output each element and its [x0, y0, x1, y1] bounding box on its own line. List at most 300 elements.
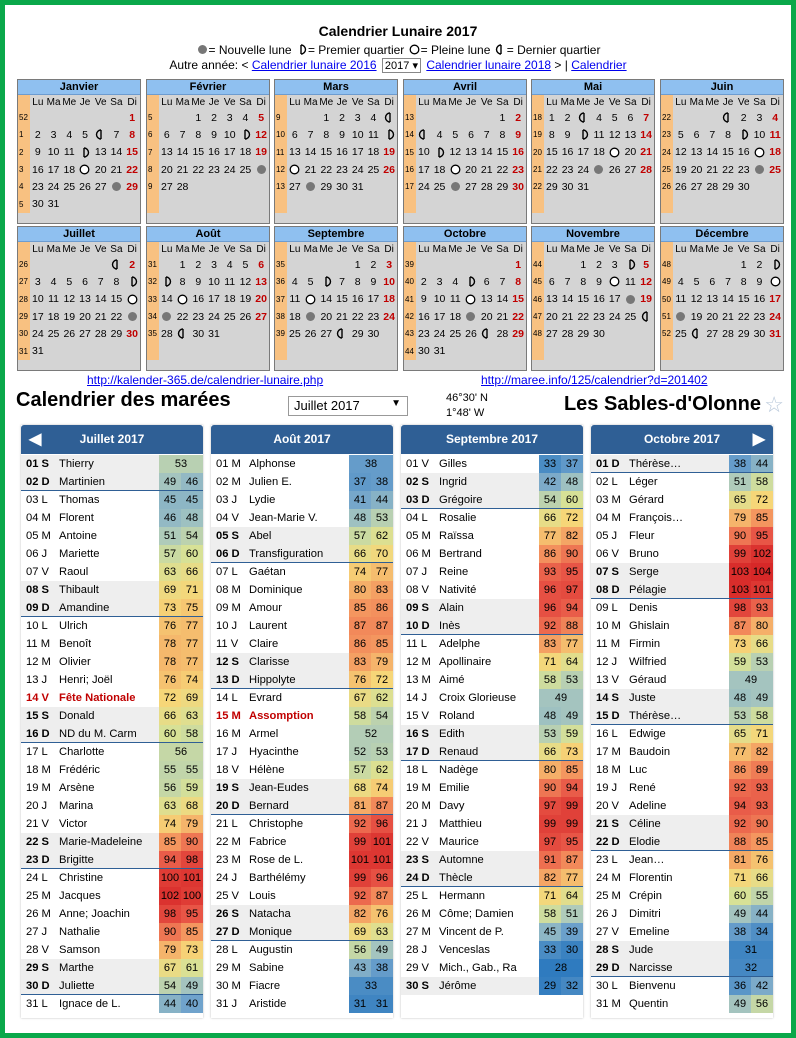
- tide-coef: 85: [751, 833, 773, 850]
- day-cell: [253, 342, 269, 359]
- tide-day-label: [591, 869, 729, 887]
- tide-day-label: [401, 491, 539, 508]
- tide-day-label: [211, 923, 349, 940]
- weekday-label: Sa: [624, 96, 637, 108]
- week-number: 43: [404, 325, 416, 342]
- day-cell: [46, 342, 62, 359]
- tide-coef: 53: [729, 707, 751, 724]
- day-cell: 20: [79, 310, 91, 323]
- tide-row: [401, 527, 583, 545]
- day-cell: [287, 195, 303, 212]
- tide-day-label: [21, 743, 159, 761]
- tide-day-label: [21, 941, 159, 959]
- day-cell: [623, 342, 639, 359]
- tide-row: [591, 797, 773, 815]
- day-cell: 9: [596, 275, 602, 288]
- coordinates: [446, 391, 488, 421]
- week-number: 2: [18, 144, 30, 161]
- saint-name: Jude: [629, 944, 654, 956]
- tide-row: [591, 779, 773, 797]
- weekday-label: Di: [641, 96, 651, 108]
- tide-row: [401, 869, 583, 887]
- tide-date: 29 M: [216, 962, 241, 974]
- day-cell: 19: [63, 310, 76, 323]
- day-cell: 9: [564, 128, 571, 141]
- tide-coef: 30: [561, 941, 583, 959]
- saint-name: Matthieu: [439, 818, 482, 830]
- tide-day-label: [591, 617, 729, 635]
- year-select[interactable]: [382, 58, 421, 73]
- tide-date: 11 M: [596, 638, 621, 650]
- saint-name: Grégoire: [439, 493, 483, 506]
- tide-coef: 76: [751, 851, 773, 869]
- tide-row: [21, 851, 203, 869]
- day-cell: 2: [564, 111, 571, 124]
- tide-day-label: [591, 779, 729, 797]
- weekday-label: Sa: [624, 243, 637, 255]
- day-cell: 17: [47, 163, 60, 176]
- month-name: Septembre: [275, 227, 397, 242]
- tide-coef: 39: [561, 923, 583, 941]
- tide-date: 24 L: [26, 872, 48, 884]
- day-cell: 2: [756, 258, 763, 271]
- day-cell: 15: [496, 146, 509, 159]
- tide-day-label: [401, 797, 539, 815]
- tide-row: [211, 527, 393, 545]
- tide-rows: [591, 454, 773, 1013]
- day-cell: 15: [336, 293, 348, 306]
- tide-coef: 90: [159, 923, 181, 941]
- tide-row: [401, 581, 583, 599]
- saint-name: Elodie: [629, 835, 661, 848]
- tide-coef: 32: [729, 959, 773, 976]
- tide-date: 04 M: [26, 512, 51, 524]
- tide-date: 10 M: [596, 620, 621, 632]
- day-cell: 13: [706, 293, 719, 306]
- tide-coef: 99: [539, 815, 561, 833]
- tide-coef: 93: [539, 563, 561, 581]
- day-cell: 7: [725, 275, 731, 288]
- tide-coef: 66: [751, 869, 773, 887]
- tide-day-label: [21, 905, 159, 923]
- day-cell: [159, 256, 175, 273]
- day-cell: [238, 325, 254, 342]
- prev-month-icon[interactable]: ◀: [29, 431, 42, 448]
- day-cell: 16: [192, 293, 205, 306]
- tide-row: [211, 887, 393, 905]
- week-number: 21: [532, 161, 544, 178]
- month-2: [146, 79, 270, 224]
- saint-name: Alain: [439, 602, 464, 614]
- day-cell: 25: [769, 163, 781, 176]
- day-cell: [689, 195, 705, 212]
- week-number: 31: [147, 256, 159, 273]
- tide-date: 14 J: [406, 692, 428, 704]
- day-cell: 18: [63, 163, 76, 176]
- day-cell: 10: [418, 146, 430, 159]
- first-quarter-icon: [432, 144, 448, 161]
- week-number: 52: [18, 109, 30, 126]
- day-cell: 10: [351, 128, 364, 141]
- tide-date: 26 M: [26, 908, 51, 920]
- day-cell: [222, 178, 238, 195]
- week-number: 49: [661, 273, 673, 290]
- day-cell: [416, 256, 432, 273]
- saint-name: Juliette: [59, 979, 95, 992]
- new-moon-icon: [303, 178, 319, 195]
- tide-coef: 79: [371, 653, 393, 671]
- day-cell: 2: [129, 258, 136, 271]
- month-select[interactable]: [288, 396, 408, 416]
- day-cell: 27: [94, 180, 107, 193]
- tide-date: 07 S: [596, 566, 620, 578]
- tide-row: [401, 905, 583, 923]
- day-cell: 23: [367, 310, 380, 323]
- day-cell: [159, 109, 175, 126]
- day-cell: 12: [675, 146, 687, 159]
- tide-day-label: [401, 977, 539, 995]
- day-cell: [767, 178, 783, 195]
- month-days: [147, 95, 269, 213]
- day-cell: 23: [512, 163, 524, 176]
- day-cell: 26: [79, 180, 91, 193]
- week-number: 23: [661, 126, 673, 143]
- tide-row: [211, 995, 393, 1013]
- tide-day-label: [21, 653, 159, 671]
- full-moon-icon: [767, 273, 783, 290]
- tide-coef: 57: [159, 545, 181, 563]
- saint-name: Roland: [439, 710, 475, 722]
- tide-date: 30 D: [26, 979, 50, 992]
- weekday-label: Me: [319, 243, 334, 255]
- day-cell: 17: [351, 146, 364, 159]
- tide-day-label: [211, 509, 349, 527]
- calendar-link[interactable]: Calendrier: [571, 58, 627, 72]
- day-cell: 27: [161, 180, 173, 193]
- day-cell: 18: [383, 293, 395, 306]
- day-cell: 14: [320, 293, 333, 306]
- tide-month-name: Octobre 2017: [643, 432, 721, 446]
- tide-row: [211, 959, 393, 977]
- tide-coef: 93: [751, 599, 773, 617]
- month-days: [18, 95, 140, 213]
- weekday-label: Ve: [351, 96, 364, 108]
- tide-row: [21, 797, 203, 815]
- tide-day-label: [211, 977, 349, 995]
- tide-day-label: [591, 689, 729, 707]
- day-cell: [673, 256, 689, 273]
- tide-row: [211, 491, 393, 509]
- full-moon-icon: [175, 291, 191, 308]
- tide-coef: 95: [181, 905, 203, 923]
- tide-day-label: [591, 923, 729, 941]
- day-cell: [381, 325, 397, 342]
- day-cell: 6: [548, 275, 555, 288]
- week-number: 3: [18, 161, 30, 178]
- day-cell: 10: [433, 293, 446, 306]
- tide-date: 21 V: [26, 818, 50, 830]
- year-nav: [5, 58, 791, 73]
- day-cell: [447, 342, 463, 359]
- tide-day-label: [211, 545, 349, 562]
- tide-date: 03 L: [26, 494, 48, 506]
- day-cell: 29: [577, 327, 590, 340]
- last-quarter-icon: [575, 109, 591, 126]
- day-cell: [689, 342, 705, 359]
- prev-year-link[interactable]: Calendrier lunaire 2016: [251, 58, 377, 72]
- day-cell: [638, 342, 654, 359]
- tide-row: [211, 563, 393, 581]
- week-number: 51: [661, 308, 673, 325]
- tide-day-label: [21, 725, 159, 742]
- tide-coef: 71: [181, 581, 203, 599]
- saint-name: Côme; Damien: [439, 908, 514, 920]
- tide-day-label: [591, 653, 729, 671]
- tide-coef: 33: [349, 977, 393, 995]
- weekday-label: Ma: [46, 96, 61, 108]
- tide-row: [401, 797, 583, 815]
- day-cell: 16: [753, 293, 766, 306]
- day-cell: [334, 195, 350, 212]
- tide-date: 06 D: [216, 547, 240, 560]
- tide-row: [401, 455, 583, 473]
- day-cell: 25: [223, 310, 236, 323]
- next-year-link[interactable]: Calendrier lunaire 2018: [426, 58, 552, 72]
- tide-coef: 40: [181, 995, 203, 1013]
- day-cell: [350, 195, 366, 212]
- saint-name: Davy: [439, 800, 465, 812]
- week-number: 22: [661, 109, 673, 126]
- week-number: 7: [147, 144, 159, 161]
- tide-row: [591, 815, 773, 833]
- tide-date: 14 V: [26, 692, 50, 704]
- saint-name: Gaétan: [249, 566, 286, 578]
- day-cell: [190, 195, 206, 212]
- month-select-value: Juillet 2017: [294, 398, 360, 413]
- week-number: 48: [532, 325, 544, 342]
- tide-coef: 95: [561, 833, 583, 851]
- first-quarter-icon: [381, 126, 397, 143]
- tide-day-label: [21, 635, 159, 653]
- saint-name: Arsène: [59, 782, 95, 794]
- kalender-link[interactable]: http://kalender-365.de/calendrier-lunaire.php: [87, 373, 324, 387]
- day-cell: 1: [499, 111, 506, 124]
- new-moon-icon: [591, 161, 607, 178]
- day-cell: 21: [94, 310, 107, 323]
- tide-coef: 70: [371, 545, 393, 562]
- saint-name: Renaud: [439, 745, 479, 758]
- tide-coef: 100: [181, 887, 203, 905]
- tide-coef: 87: [371, 887, 393, 905]
- day-cell: [159, 342, 175, 359]
- tide-day-label: [21, 761, 159, 779]
- tide-date: 08 S: [26, 584, 50, 596]
- tide-coef: 63: [159, 563, 181, 581]
- tide-coef: 58: [181, 725, 203, 742]
- weekday-label: Me: [705, 243, 720, 255]
- tide-row: [401, 491, 583, 509]
- day-cell: 3: [611, 258, 618, 271]
- tide-date: 06 V: [596, 548, 620, 560]
- tide-coef: 64: [561, 653, 583, 671]
- day-cell: [109, 342, 125, 359]
- week-number: 10: [275, 126, 287, 143]
- tide-date: 02 S: [406, 476, 430, 488]
- saint-name: Anne; Joachin: [59, 908, 130, 920]
- week-number: 11: [275, 144, 287, 161]
- full-moon-icon: [607, 273, 623, 290]
- day-cell: [175, 109, 191, 126]
- tide-date: 03 J: [216, 494, 238, 506]
- tide-date: 02 L: [596, 476, 618, 488]
- saint-name: Nativité: [439, 584, 477, 596]
- month-days: [404, 95, 526, 213]
- day-cell: 6: [291, 128, 298, 141]
- day-cell: 17: [433, 310, 446, 323]
- tide-row: [21, 761, 203, 779]
- tide-coef: 60: [181, 545, 203, 563]
- week-number: 26: [661, 178, 673, 195]
- day-cell: 8: [725, 128, 731, 141]
- tide-row: [21, 977, 203, 995]
- saint-name: Thècle: [439, 871, 473, 884]
- day-cell: 22: [546, 163, 558, 176]
- tide-day-label: [591, 815, 729, 833]
- day-cell: 25: [433, 180, 446, 193]
- day-cell: 19: [690, 310, 703, 323]
- day-cell: 26: [465, 327, 477, 340]
- saint-name: Géraud: [629, 674, 667, 686]
- tide-row: [401, 815, 583, 833]
- tide-coef: 93: [751, 797, 773, 815]
- tide-coef: 31: [349, 995, 371, 1013]
- week-number: 50: [661, 291, 673, 308]
- tide-day-label: [591, 887, 729, 905]
- weekday-label: Sa: [239, 96, 252, 108]
- tide-coef: 33: [539, 455, 561, 473]
- tide-coef: 74: [159, 815, 181, 833]
- tide-month-1: [21, 425, 203, 1018]
- day-cell: 29: [512, 327, 524, 340]
- tide-date: 31 L: [26, 998, 48, 1010]
- new-moon-icon: [623, 291, 639, 308]
- tide-coef: 85: [751, 509, 773, 527]
- maree-link[interactable]: http://maree.info/125/calendrier?d=201402: [481, 373, 708, 387]
- tide-coef: 38: [729, 455, 751, 472]
- day-cell: 17: [367, 293, 380, 306]
- tide-day-label: [591, 545, 729, 563]
- tide-row: [401, 761, 583, 779]
- day-cell: [303, 195, 319, 212]
- tide-coef: 69: [159, 581, 181, 599]
- day-cell: 27: [289, 180, 301, 193]
- weekday-label: Di: [384, 96, 394, 108]
- tide-date: 10 D: [406, 619, 430, 632]
- saint-name: Aristide: [249, 998, 287, 1010]
- day-cell: 31: [351, 180, 364, 193]
- weekday-label: Je: [593, 96, 605, 108]
- tide-row: [21, 473, 203, 491]
- tide-coef: 42: [539, 473, 561, 491]
- saint-name: Antoine: [59, 530, 97, 542]
- tide-row: [211, 797, 393, 815]
- saint-name: Augustin: [249, 944, 293, 956]
- day-cell: [479, 256, 495, 273]
- new-moon-icon: [463, 308, 479, 325]
- tide-day-label: [211, 473, 349, 491]
- tide-date: 07 J: [406, 566, 428, 578]
- tide-coef: 71: [539, 887, 561, 905]
- weekday-label: Je: [79, 96, 91, 108]
- weekday-label: Di: [513, 96, 523, 108]
- tide-coef: 87: [729, 617, 751, 635]
- tide-date: 05 J: [596, 530, 618, 542]
- tide-row: [21, 545, 203, 563]
- tide-date: 20 V: [596, 800, 620, 812]
- tide-row: [401, 707, 583, 725]
- tide-day-label: [401, 887, 539, 905]
- saint-name: Mich., Gab., Ra: [439, 962, 517, 974]
- saint-name: Fête Nationale: [59, 692, 136, 704]
- tide-month-header: [21, 425, 203, 454]
- star-icon[interactable]: ☆: [764, 392, 784, 417]
- weekday-label: Je: [208, 96, 220, 108]
- day-cell: [689, 256, 705, 273]
- tide-coef: 75: [181, 599, 203, 616]
- tide-coef: 101: [371, 833, 393, 851]
- day-cell: 4: [677, 275, 684, 288]
- tide-row: [591, 671, 773, 689]
- nav-sep: > |: [554, 58, 568, 72]
- tide-coef: 86: [539, 545, 561, 563]
- saint-name: Fleur: [629, 530, 655, 542]
- day-cell: 15: [737, 293, 750, 306]
- tide-date: 30 M: [216, 980, 241, 992]
- saint-name: Thierry: [59, 458, 94, 470]
- day-cell: [463, 256, 479, 273]
- day-cell: 26: [304, 327, 317, 340]
- weekday-label: Me: [448, 96, 463, 108]
- tide-coef: 85: [181, 923, 203, 941]
- day-cell: 22: [176, 310, 189, 323]
- weekday-label: Di: [641, 243, 651, 255]
- tide-row: [591, 653, 773, 671]
- tide-day-label: [401, 545, 539, 563]
- day-cell: [175, 195, 191, 212]
- day-cell: 7: [113, 128, 120, 141]
- legend-first: = Premier quartier: [307, 43, 405, 57]
- weekday-label: Sa: [367, 96, 380, 108]
- weekday-label: Ma: [432, 96, 447, 108]
- weekday-label: Lu: [675, 96, 687, 108]
- tide-date: 23 D: [26, 853, 50, 866]
- tide-row: [21, 671, 203, 689]
- saint-name: Automne: [439, 854, 484, 866]
- saint-name: Louis: [249, 890, 276, 902]
- tide-coef: 61: [181, 959, 203, 977]
- day-cell: 20: [480, 310, 493, 323]
- weekday-label: Je: [336, 243, 348, 255]
- tide-date: 28 V: [26, 944, 50, 956]
- next-month-icon[interactable]: ▶: [752, 431, 765, 448]
- day-cell: [318, 342, 334, 359]
- day-cell: [560, 195, 576, 212]
- month-days: [532, 95, 654, 213]
- day-cell: 16: [737, 146, 750, 159]
- tide-coef: 85: [561, 761, 583, 779]
- day-cell: 23: [208, 163, 220, 176]
- saint-name: Adeline: [629, 800, 667, 812]
